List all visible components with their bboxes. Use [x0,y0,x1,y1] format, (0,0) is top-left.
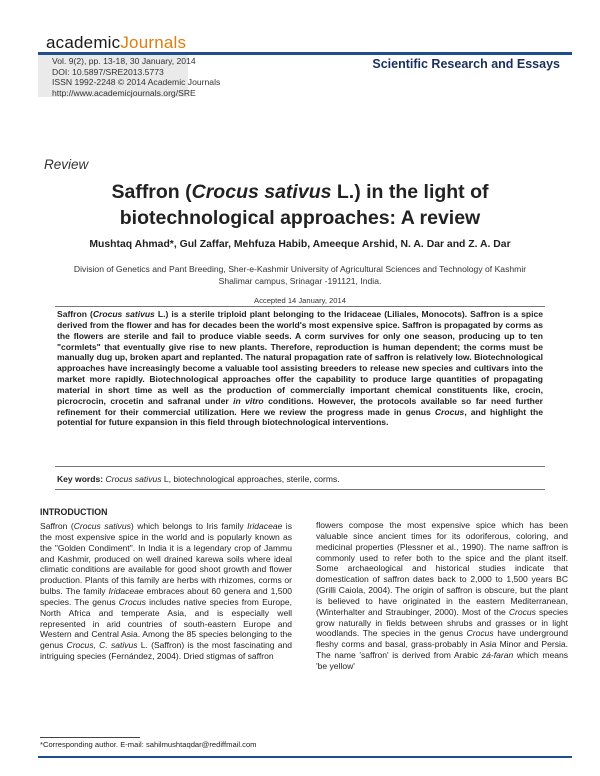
abstract-italic: Crocus [434,406,465,417]
footnote-rule [40,737,140,738]
title-text-italic: Crocus sativus [191,181,332,203]
abstract-italic: in vitro [233,395,264,406]
intro-text: Saffron ( [40,521,74,531]
title-text-before: Saffron ( [111,181,192,203]
abstract-text: Saffron ( [57,309,93,319]
logo-text-academic: academic [46,33,121,52]
corresponding-author-footnote: *Corresponding author. E-mail: sahilmushtaqdar@rediffmail.com [40,740,257,749]
intro-text: flowers compose the most expensive spice which has been valuable since ancient times for its odoriferous, coloring, and medicinal properties (Plessner et al., 1990). The name saffron is commonly used to refer both to the spice and the plant itself. Some archaeological and historical studies indicate that domestication of saffron dates back to 2,000 to 1,500 years BC (Grilli Caiola, 2004). The origin of saffron is obscure, but the plant is believed to have originated in the eastern Mediterranean, (Winterhalter and Straubinger, 2000). Most of the [316,520,568,617]
intro-italic: Crocus [466,628,494,639]
intro-italic: Iridaceae [108,586,144,597]
intro-text: species grow naturally in fields between shrubs and grasses or in light woodlands. The species in the genus [316,606,568,639]
meta-url[interactable]: http://www.academicjournals.org/SRE [52,87,196,98]
intro-italic: Crocus sativus [73,521,131,531]
footer-rule [38,756,572,758]
keywords-label: Key words: [57,474,104,484]
title-text-after: L.) in the light of biotechnological approaches: A review [119,181,489,229]
abstract-italic: Crocus sativus [92,309,155,319]
intro-text: ) which belongs to Iris family [130,521,248,531]
section-label: Review [44,157,89,172]
meta-issn: ISSN 1992-2248 © 2014 Academic Journals [52,77,221,88]
intro-text: is the most expensive spice in the world and is popularly known as the "Golden Condiment". In India it is a legendary crop of Jammu and Kashmir, produced on well drained karewa soils where ideal climatic conditions are available for good shoot growth and flower production. Plants of this family are herbs with rhizomes, corms or bulbs. The family [40,521,292,597]
intro-column-right [316,520,568,672]
abstract-mid-rule [55,466,545,467]
meta-doi: DOI: 10.5897/SRE2013.5773 [52,66,164,77]
article-meta [52,56,220,98]
abstract-text: conditions. However, the protocols available so far need further refinement for their commercial utilization. Here we review the progress made in genus [57,395,543,417]
abstract-top-rule [55,306,545,307]
article-title [60,179,540,231]
logo-text-journals: Journals [120,33,187,52]
abstract [57,309,543,428]
intro-text: L. (Saffron) is the most fascinating and intriguing species (Fernández, 2004). Dried stigmas of saffron [40,640,292,662]
intro-column-left [40,521,292,662]
accepted-date: Accepted 14 January, 2014 [254,296,346,305]
affiliation: Division of Genetics and Pant Breeding, Sher-e-Kashmir University of Agricultural Sciences and Technology of Kashmir Shalimar campus, Srinagar -191121, India. [73,264,527,286]
meta-volume: Vol. 9(2), pp. 13-18, 30 January, 2014 [52,56,196,66]
keywords [57,474,543,484]
section-heading-introduction: INTRODUCTION [40,507,108,517]
intro-text: have underground fleshy corms and basal, grass-probably in Asia Minor and Persia. The name 'saffron' is derived from Arabic [316,628,568,661]
authors: Mushtaq Ahmad*, Gul Zaffar, Mehfuza Habib, Ameeque Arshid, N. A. Dar and Z. A. Dar [89,239,511,250]
intro-text: which means 'be yellow' [316,650,568,671]
journal-logo [46,33,186,53]
keywords-text: L, biotechnological approaches, sterile, corms. [161,474,340,484]
intro-italic: Crocus [508,606,536,617]
intro-italic: Iridaceae [247,521,283,531]
abstract-text: L.) is a sterile triploid plant belonging to the Iridaceae (Liliales, Monocots). Saffron is a spice derived from the flower and has for decades been the world's most expensive spice. Saffron is propagated by corms as the flowers are sterile and fail to produce viable seeds. A corm survives for only one season, producing up to ten "cormlets" that eventually give rise to new plants. Therefore, reproduction is human dependent; the corms must be manually dug up, broken apart and replanted. The natural propagation rate of saffron is relatively low. Biotechnological approaches have increasingly become a valuable tool assisting breeders to release new species and cultivars into the market more rapidly. Biotechnological approaches offer the capability to produce large quantities of propagating material in short time as well as the production of commercially important chemical constituents like, crocin, picrocrocin, crocetin and safranal under [57,309,544,406]
intro-italic: Crocus, C. sativus [66,640,138,651]
intro-italic: zá-faran [481,650,514,661]
keywords-italic: Crocus sativus [105,474,162,484]
intro-text: includes native species from Europe, North Africa and temperate Asia, and is especially well represented in arid countries of south-eastern Europe and Western and Central Asia. Among the 85 species belonging to the genus [40,596,293,651]
abstract-bottom-rule [55,489,545,490]
journal-name: Scientific Research and Essays [372,57,560,71]
intro-text: embraces about 60 genera and 1,500 species. The genus [40,586,292,607]
intro-italic: Crocus [118,596,146,607]
abstract-text: , and highlight the potential for future expansion in this field through biotechnological interventions. [57,406,544,428]
